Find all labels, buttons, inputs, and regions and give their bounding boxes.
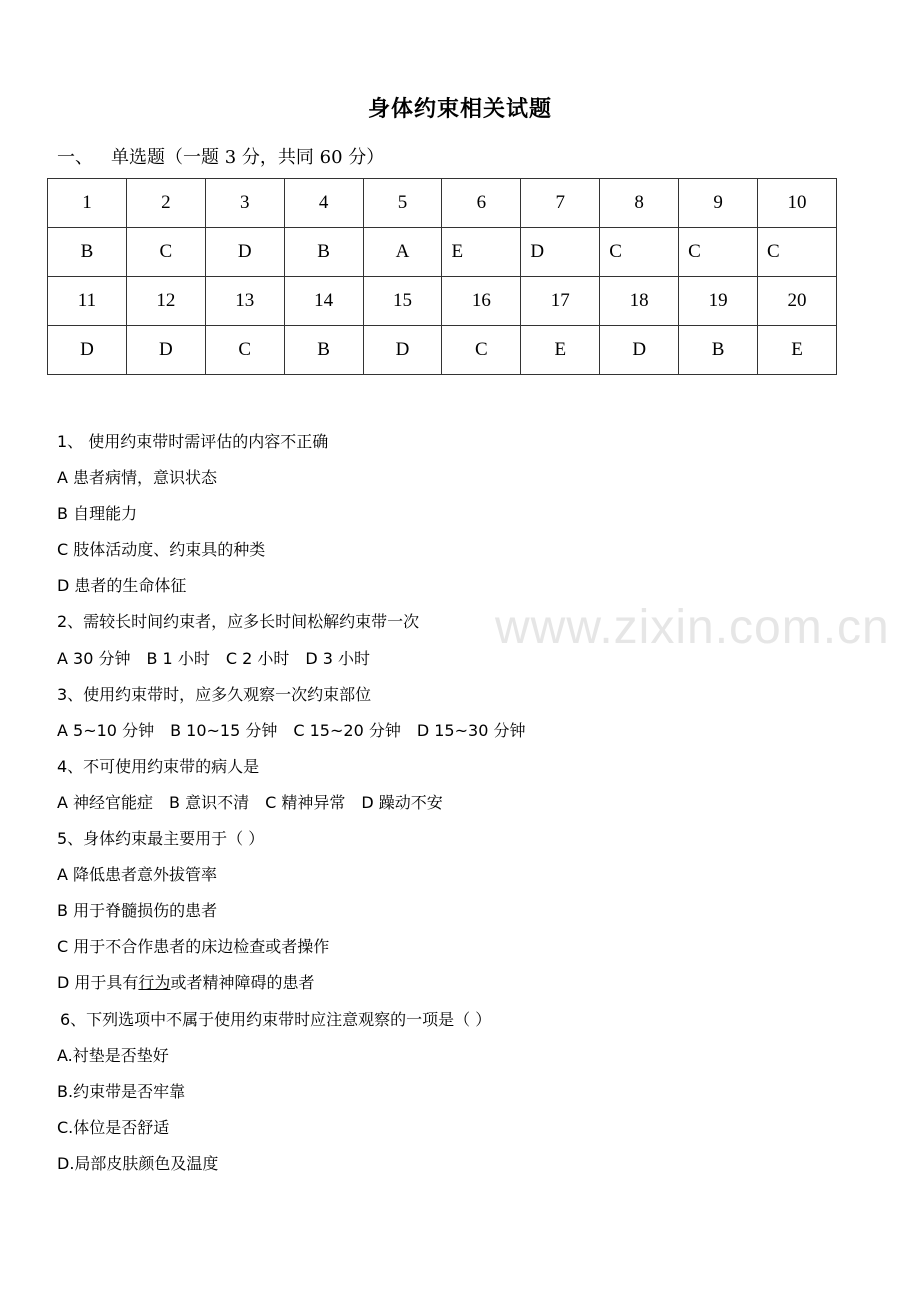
- option-d-prefix: D 用于具有: [57, 973, 139, 993]
- question-6-option-b: B.约束带是否牢靠: [57, 1081, 186, 1101]
- table-cell: 14: [284, 277, 363, 326]
- document-title: 身体约束相关试题: [367, 97, 552, 122]
- option-a: A 30 分钟: [57, 648, 131, 668]
- table-cell: D: [363, 326, 442, 375]
- table-cell: B: [284, 326, 363, 375]
- question-2-options: [57, 647, 857, 683]
- option-d: D 3 小时: [305, 648, 371, 668]
- question-6-option-d: D.局部皮肤颜色及温度: [57, 1153, 219, 1173]
- question-6-stem: 6、下列选项中不属于使用约束带时应注意观察的一项是（ ）: [60, 1009, 492, 1029]
- option-d-suffix: 或者精神障碍的患者: [170, 973, 315, 993]
- table-cell: E: [442, 228, 521, 277]
- question-4-stem: 4、不可使用约束带的病人是: [57, 756, 260, 776]
- table-cell: 4: [284, 179, 363, 228]
- table-cell: B: [284, 228, 363, 277]
- table-cell: E: [758, 326, 837, 375]
- section-number: 一、: [57, 147, 93, 168]
- question-list: [57, 430, 857, 1188]
- table-cell: D: [521, 228, 600, 277]
- table-cell: D: [48, 326, 127, 375]
- table-cell: 17: [521, 277, 600, 326]
- question-6-option-a: A.衬垫是否垫好: [57, 1045, 169, 1065]
- answer-table: [47, 178, 837, 375]
- option-b: B 10~15 分钟: [170, 720, 278, 740]
- option-b: B 意识不清: [169, 792, 250, 812]
- table-cell: 5: [363, 179, 442, 228]
- table-cell: D: [126, 326, 205, 375]
- table-cell: C: [758, 228, 837, 277]
- question-1-option-d: D 患者的生命体征: [57, 576, 187, 596]
- table-cell: C: [442, 326, 521, 375]
- question-1-option-c: C 肢体活动度、约束具的种类: [57, 540, 266, 560]
- question-1-stem: 1、 使用约束带时需评估的内容不正确: [57, 432, 329, 451]
- table-cell: C: [679, 228, 758, 277]
- table-cell: A: [363, 228, 442, 277]
- table-cell: 12: [126, 277, 205, 326]
- table-cell: 6: [442, 179, 521, 228]
- table-cell: 20: [758, 277, 837, 326]
- table-row: [48, 326, 837, 375]
- table-cell: 11: [48, 277, 127, 326]
- question-2-stem: 2、需较长时间约束者，应多长时间松解约束带一次: [57, 612, 420, 632]
- question-5-option-c: C 用于不合作患者的床边检查或者操作: [57, 937, 330, 957]
- option-c: C 15~20 分钟: [293, 720, 401, 740]
- question-5-stem: 5、身体约束最主要用于（ ）: [57, 829, 265, 849]
- table-cell: 9: [679, 179, 758, 228]
- question-3-stem: 3、使用约束带时，应多久观察一次约束部位: [57, 684, 372, 704]
- option-d-underlined: 行为: [138, 973, 171, 993]
- table-cell: B: [679, 326, 758, 375]
- table-row: [48, 277, 837, 326]
- question-3-options: [57, 719, 857, 755]
- option-a: A 神经官能症: [57, 792, 154, 812]
- table-cell: 13: [205, 277, 284, 326]
- option-d: D 躁动不安: [361, 792, 443, 812]
- option-c: C 精神异常: [265, 792, 346, 812]
- question-6-option-c: C.体位是否舒适: [57, 1117, 170, 1137]
- option-c: C 2 小时: [225, 648, 290, 668]
- question-1-option-a: A 患者病情，意识状态: [57, 468, 218, 488]
- table-cell: 3: [205, 179, 284, 228]
- question-4-options: [57, 791, 857, 827]
- table-cell: 16: [442, 277, 521, 326]
- question-1-option-b: B 自理能力: [57, 504, 138, 524]
- table-cell: D: [600, 326, 679, 375]
- table-cell: D: [205, 228, 284, 277]
- table-cell: E: [521, 326, 600, 375]
- option-a: A 5~10 分钟: [57, 720, 155, 740]
- table-cell: 10: [758, 179, 837, 228]
- question-5-option-b: B 用于脊髓损伤的患者: [57, 901, 218, 921]
- option-b: B 1 小时: [146, 648, 210, 668]
- table-cell: 18: [600, 277, 679, 326]
- watermark: www.zixin.com.cn: [495, 601, 890, 654]
- table-cell: C: [600, 228, 679, 277]
- table-cell: 15: [363, 277, 442, 326]
- table-cell: C: [126, 228, 205, 277]
- section-heading: [57, 143, 384, 169]
- table-cell: 7: [521, 179, 600, 228]
- question-5-option-d: [57, 971, 857, 1007]
- table-cell: C: [205, 326, 284, 375]
- option-d: D 15~30 分钟: [416, 720, 526, 740]
- section-title: 单选题（一题 3 分，共同 60 分）: [111, 147, 385, 168]
- table-cell: 8: [600, 179, 679, 228]
- table-cell: 19: [679, 277, 758, 326]
- table-cell: B: [48, 228, 127, 277]
- table-cell: 1: [48, 179, 127, 228]
- table-cell: 2: [126, 179, 205, 228]
- table-row: [48, 228, 837, 277]
- question-5-option-a: A 降低患者意外拔管率: [57, 865, 218, 885]
- table-row: [48, 179, 837, 228]
